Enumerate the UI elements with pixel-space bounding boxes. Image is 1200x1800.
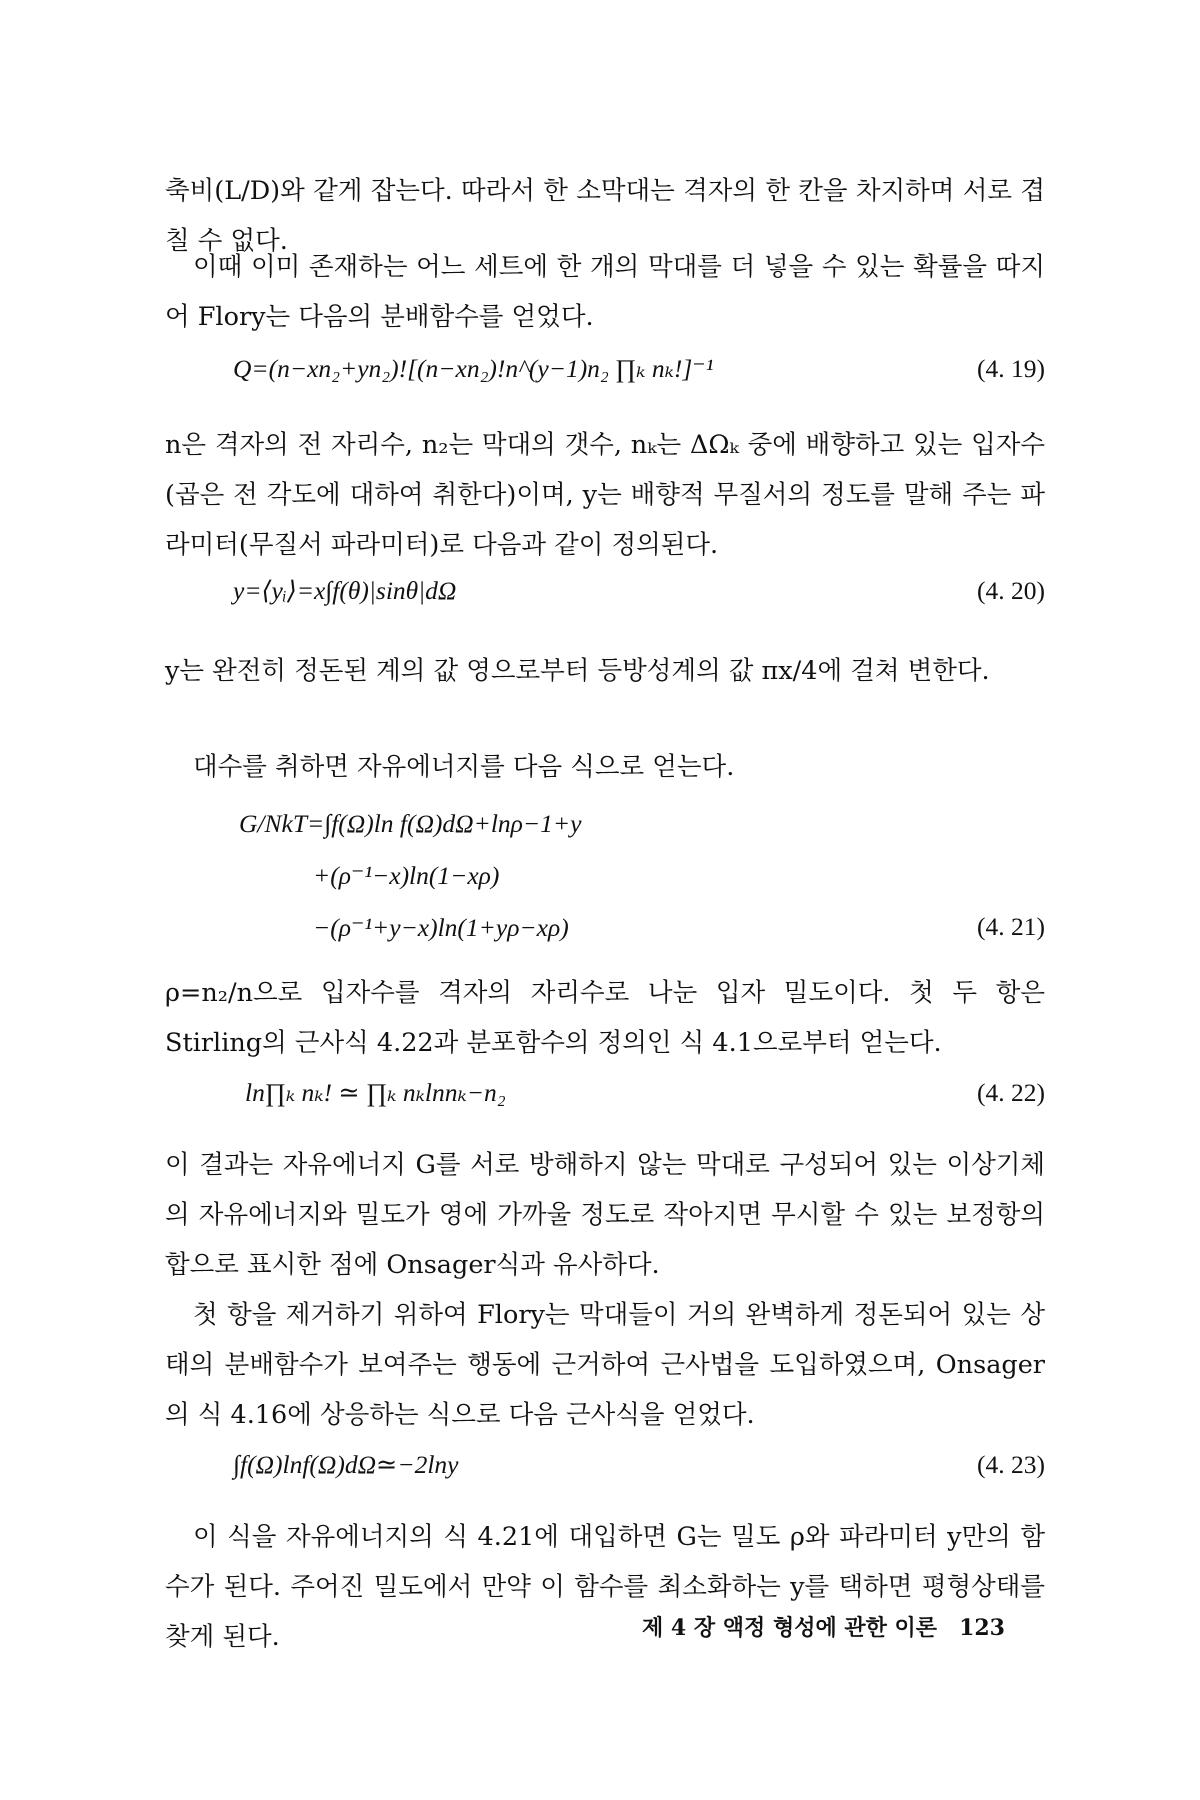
paragraph-text: 대수를 취하면 자유에너지를 다음 식으로 얻는다. <box>193 752 735 782</box>
equation-number: (4. 23) <box>977 1450 1045 1479</box>
equation-4-21 <box>165 798 1045 958</box>
equation-4-23 <box>165 1440 1045 1490</box>
paragraph-text: y는 완전히 정돈된 계의 값 영으로부터 등방성계의 값 πx/4에 걸쳐 변한다. <box>165 656 990 686</box>
paragraph-density <box>165 968 1045 1068</box>
equation-body: y=⟨yᵢ⟩=x∫f(θ)|sinθ|dΩ <box>233 576 457 605</box>
equation-body: ∫f(Ω)lnf(Ω)dΩ≃−2lny <box>233 1450 459 1479</box>
equation-4-19 <box>165 344 1045 394</box>
equation-number: (4. 20) <box>977 576 1045 605</box>
paragraph-text: 이때 이미 존재하는 어느 세트에 한 개의 막대를 더 넣을 수 있는 확률을 따지어 Flory는 다음의 분배함수를 얻었다. <box>165 252 1045 332</box>
equation-number: (4. 22) <box>977 1078 1045 1107</box>
equation-body: ln∏ₖ nₖ! ≃ ∏ₖ nₖlnnₖ−n₂ <box>245 1078 506 1107</box>
paragraph-text: n은 격자의 전 자리수, n₂는 막대의 갯수, nₖ는 ΔΩₖ 중에 배향하고 있는 입자수(곱은 전 각도에 대하여 취한다)이며, y는 배향적 무질서의 정도를 말해 주는 파라미터(무질서 파라미터)로 다음과 같이 정의된다. <box>165 430 1045 560</box>
equation-number: (4. 19) <box>977 354 1045 383</box>
equation-line-2: +(ρ⁻¹−x)ln(1−xρ) <box>313 861 500 890</box>
equation-4-22 <box>165 1068 1045 1118</box>
paragraph-text: ρ=n₂/n으로 입자수를 격자의 자리수로 나눈 입자 밀도이다. 첫 두 항은 Stirling의 근사식 4.22과 분포함수의 정의인 식 4.1으로부터 얻는다. <box>165 978 1045 1058</box>
equation-body: Q=(n−xn₂+yn₂)![(n−xn₂)!n^(y−1)n₂ ∏ₖ nₖ!]⁻¹ <box>233 354 714 383</box>
paragraph-onsager-comparison <box>165 1140 1045 1290</box>
equation-line-3: −(ρ⁻¹+y−x)ln(1+yρ−xρ) <box>313 913 569 942</box>
chapter-title: 제 4 장 액정 형성에 관한 이론 <box>642 1615 938 1641</box>
paragraph-approximation <box>165 1290 1045 1440</box>
paragraph-text: 이 결과는 자유에너지 G를 서로 방해하지 않는 막대로 구성되어 있는 이상기체의 자유에너지와 밀도가 영에 가까울 정도로 작아지면 무시할 수 있는 보정항의 합으로 표시한 점에 Onsager식과 유사하다. <box>165 1150 1045 1280</box>
paragraph-disorder-range <box>165 646 1045 696</box>
page-number: 123 <box>959 1615 1005 1641</box>
paragraph-text: 첫 항을 제거하기 위하여 Flory는 막대들이 거의 완벽하게 정돈되어 있는 상태의 분배함수가 보여주는 행동에 근거하여 근사법을 도입하였으며, Onsager의 식 4.16에 상응하는 식으로 다음 근사식을 얻었다. <box>165 1300 1045 1430</box>
running-footer <box>165 1608 1005 1648</box>
paragraph-text: 이 식을 자유에너지의 식 4.21에 대입하면 G는 밀도 ρ와 파라미터 y만의 함수가 된다. 주어진 밀도에서 만약 이 함수를 최소화하는 y를 택하면 평형상태를 찾게 된다. <box>165 1522 1045 1652</box>
paragraph-text: 축비(L/D)와 같게 잡는다. 따라서 한 소막대는 격자의 한 칸을 차지하며 서로 겹칠 수 없다. <box>165 176 1045 256</box>
paragraph-definitions <box>165 420 1045 570</box>
equation-number: (4. 21) <box>977 912 1045 941</box>
equation-4-20 <box>165 566 1045 616</box>
paragraph-flory-intro <box>165 242 1045 342</box>
paragraph-free-energy-intro <box>165 742 1045 792</box>
equation-line-1: G/NkT=∫f(Ω)ln f(Ω)dΩ+lnρ−1+y <box>239 809 582 838</box>
